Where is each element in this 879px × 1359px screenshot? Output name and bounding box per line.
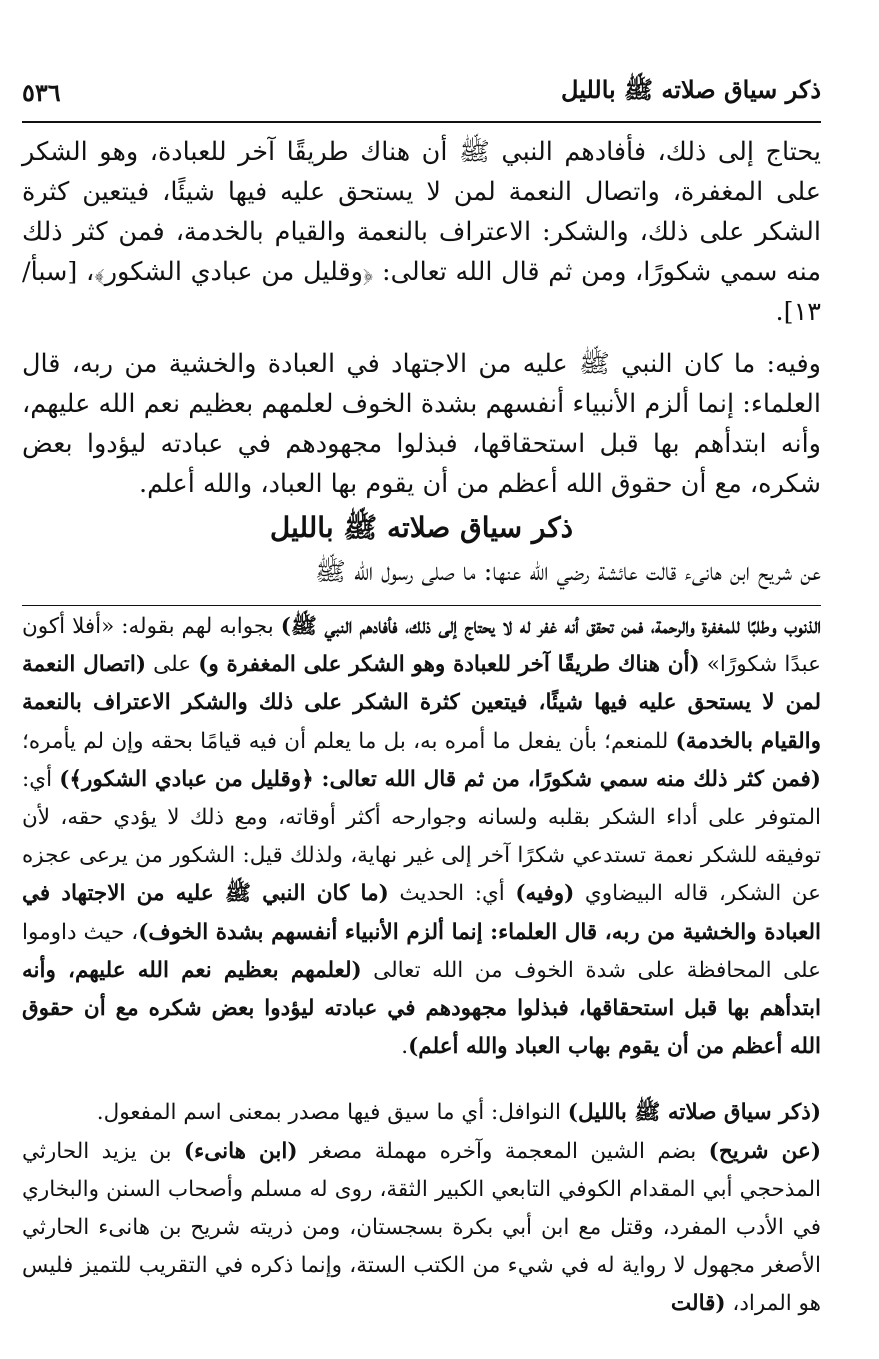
commentary-paragraph-2 bbox=[22, 1094, 821, 1132]
commentary-text-run: بجوابه لهم بقوله: «أفلا أكون عبدًا شكورًا» bbox=[22, 614, 821, 678]
bold-quote: (قالت bbox=[670, 1291, 726, 1317]
bold-quote: (ذكر سياق صلاته ﷺ بالليل) bbox=[567, 1100, 821, 1126]
commentary-text-run: . bbox=[401, 1034, 409, 1060]
commentary-text-run: ، حيث داوموا على المحافظة على شدة الخوف من الله تعالى bbox=[22, 919, 821, 983]
bold-quote: (أن هناك طريقًا آخر للعبادة وهو الشكر على المغفرة و) bbox=[198, 652, 700, 678]
matn-paragraph-3: عن شريح ابن هانىء قالت عائشة رضي الله عنها: ما صلى رسول الله ﷺ bbox=[315, 557, 821, 587]
commentary-text bbox=[22, 608, 821, 1324]
bold-quote: (لعلمهم بعظيم نعم الله عليهم، وأنه ابتدأهم بها قبل استحقاقها، فبذلوا مجهودهم في عبادته ليؤدوا بعض شكره مع أن حقوق الله أعظم من أن يقوم بهاب العباد والله أعلم) bbox=[22, 957, 821, 1060]
bold-quote: (عن شريح) bbox=[708, 1138, 821, 1164]
commentary-text-run: للمنعم؛ بأن يفعل ما أمره به، بل ما يعلم أن فيه قيامًا بحقه وإن لم يأمره؛ bbox=[22, 728, 676, 754]
main-text bbox=[22, 132, 821, 592]
commentary-text-run: على bbox=[146, 652, 199, 678]
bold-quote: (وفيه) bbox=[515, 881, 575, 907]
commentary-text-run: بن يزيد الحارثي المذحجي أبي المقدام الكوفي التابعي الكبير الثقة، روى له مسلم وأصحاب السنن والبخاري في الأدب المفرد، وقتل مع ابن أبي بكرة بسجستان، ومن ذريته شريح بن هانىء الحارثي الأصغر مجهول لا رواية له في شيء من الكتب الستة، وإنما ذكره في التقريب للتميز فليس هو المراد، bbox=[22, 1138, 821, 1317]
commentary-paragraph-3 bbox=[22, 1133, 821, 1324]
header-rule bbox=[22, 121, 821, 123]
page-number: ٥٣٦ bbox=[22, 77, 61, 107]
running-title: ذكر سياق صلاته ﷺ بالليل bbox=[561, 74, 821, 104]
section-heading: ذكر سياق صلاته ﷺ بالليل bbox=[269, 511, 574, 544]
commentary-paragraph-1 bbox=[22, 608, 821, 1066]
bold-quote: الذنوب وطلبًا للمغفرة والرحمة، فمن تحقق أنه غفر له لا يحتاج إلى ذلك، فأفادهم النبي ﷺ) bbox=[280, 614, 821, 639]
bold-quote: (ما كان النبي ﷺ عليه من الاجتهاد في العبادة والخشية من ربه، قال العلماء: إنما ألزم الأنبياء أنفسهم بشدة الخوف) bbox=[22, 881, 822, 945]
page-header bbox=[22, 72, 821, 112]
matn-paragraph-1: يحتاج إلى ذلك، فأفادهم النبي ﷺ أن هناك طريقًا آخر للعبادة، وهو الشكر على المغفرة، واتصال النعمة لمن لا يستحق عليه فيها شيئًا، فيتعين كثرة الشكر على ذلك، والشكر: الاعتراف بالنعمة والقيام بالخدمة، فمن كثر ذلك منه سمي شكورًا، ومن ثم قال الله تعالى: ﴿وقليل من عبادي الشكور﴾، [سبأ/١٣]. bbox=[22, 137, 821, 327]
commentary-separator bbox=[22, 605, 821, 606]
commentary-text-run: النوافل: أي ما سيق فيها مصدر بمعنى اسم المفعول. bbox=[96, 1100, 568, 1126]
bold-quote: (اتصال النعمة لمن لا يستحق عليه فيها شيئًا، فيتعين كثرة الشكر على ذلك والشكر الاعتراف بالنعمة والقيام بالخدمة) bbox=[22, 652, 821, 754]
bold-quote: (ابن هانىء) bbox=[183, 1138, 298, 1164]
commentary-text-run: أي: الحديث bbox=[388, 881, 516, 907]
matn-paragraph-2: وفيه: ما كان النبي ﷺ عليه من الاجتهاد في العبادة والخشية من ربه، قال العلماء: إنما ألزم الأنبياء أنفسهم بشدة الخوف لعلمهم بعظيم نعم الله عليهم، وأنه ابتدأهم بها قبل استحقاقها، فبذلوا مجهودهم في عبادته ليؤدوا بعض شكره، مع أن حقوق الله أعظم من أن يقوم بها العباد، والله أعلم. bbox=[22, 349, 821, 499]
commentary-text-run: بضم الشين المعجمة وآخره مهملة مصغر bbox=[297, 1138, 709, 1164]
bold-quote: (فمن كثر ذلك منه سمي شكورًا، من ثم قال الله تعالى: ﴿وقليل من عبادي الشكور﴾) bbox=[59, 766, 821, 792]
commentary-text-run: أي: المتوفر على أداء الشكر بقلبه ولسانه وجوارحه أكثر أوقاته، ومع ذلك لا يؤدي حقه، لأن توفيقه للشكر نعمة تستدعي شكرًا آخر إلى غير نهاية، ولذلك قيل: الشكور من يرعى عجزه عن الشكر، قاله البيضاوي bbox=[22, 766, 821, 907]
